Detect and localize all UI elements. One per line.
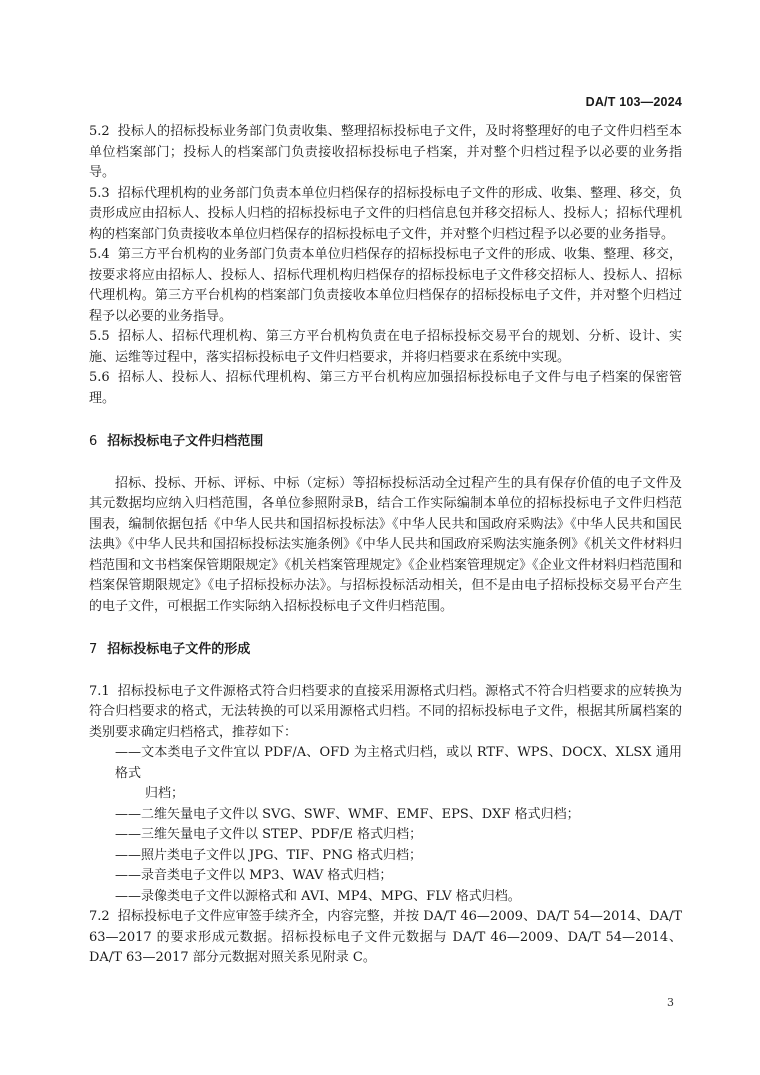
item-text: ——文本类电子文件宜以 PDF/A、OFD 为主格式归档，或以 RTF、WPS、DOCX、XLSX 通用格式 [115,745,682,781]
page-number: 3 [667,996,674,1009]
clause-7-1 [89,682,682,744]
standard-code: DA/T 103—2024 [585,95,682,109]
clause-7-2 [89,907,682,969]
clause-5-3 [89,184,682,246]
format-item-video: ——录像类电子文件以源格式和 AVI、MP4、MPG、FLV 格式归档。 [115,888,521,904]
section-number: 7 [89,642,98,657]
section-6-heading [89,432,682,453]
clause-text: 招标人、投标人、招标代理机构、第三方平台机构应加强招标投标电子文件与电子档案的保密管理。 [89,370,682,406]
clause-text: 招标投标电子文件源格式符合归档要求的直接采用源格式归档。源格式不符合归档要求的应转换为符合归档要求的格式，无法转换的可以采用源格式归档。不同的招标投标电子文件，根据其所属档案的类别要求确定归档格式，推荐如下： [89,683,682,740]
clause-text: 招标人、招标代理机构、第三方平台机构负责在电子招标投标交易平台的规划、分析、设计、实施、运维等过程中，落实招标投标电子文件归档要求，并将归档要求在系统中实现。 [89,329,682,365]
section-title: 招标投标电子文件归档范围 [107,434,264,449]
clause-number: 5.3 [89,185,110,201]
format-item-3d-vector: ——三维矢量电子文件以 STEP、PDF/E 格式归档； [115,827,423,842]
clause-5-4 [89,245,682,327]
clause-number: 5.5 [89,329,110,344]
format-item-text [89,743,682,805]
item-continuation: 归档； [145,786,185,801]
format-item-photo: ——照片类电子文件以 JPG、TIF、PNG 格式归档； [115,847,422,863]
clause-number: 5.4 [89,247,110,262]
clause-number: 7.2 [89,909,110,924]
section-number: 6 [89,434,98,449]
clause-5-6 [89,368,682,409]
clause-number: 5.6 [89,370,110,385]
clause-text: 招标代理机构的业务部门负责本单位归档保存的招标投标电子文件的形成、收集、整理、移交，负责形成应由招标人、投标人归档的招标投标电子文件的归档信息包并移交招标人、投标人；招标代理机构的档案部门负责接收本单位归档保存的招标投标电子文件，并对整个归档过程予以必要的业务指导。 [89,185,682,242]
clause-text: 招标投标电子文件应审签手续齐全，内容完整，并按 DA/T 46—2009、DA/T 54—2014、DA/T 63—2017 的要求形成元数据。招标投标电子文件元数据与 DA/T 46—2009、DA/T 54—2014、DA/T 63—2017 部分元数据对照关系见附录 C。 [89,909,682,965]
clause-text: 第三方平台机构的业务部门负责本单位归档保存的招标投标电子文件的形成、收集、整理、移交，按要求将应由招标人、投标人、招标代理机构归档保存的招标投标电子文件移交招标人、投标人、招标代理机构。第三方平台机构的档案部门负责接收本单位归档保存的招标投标电子文件，并对整个归档过程予以必要的业务指导。 [89,247,682,324]
clause-number: 5.2 [89,124,110,139]
clause-5-5 [89,327,682,368]
format-item-audio: ——录音类电子文件以 MP3、WAV 格式归档； [115,868,393,883]
section-title: 招标投标电子文件的形成 [107,642,251,657]
section-7-heading [89,640,682,661]
section-6-paragraph: 招标、投标、开标、评标、中标（定标）等招标投标活动全过程产生的具有保存价值的电子文件及其元数据均应纳入归档范围，各单位参照附录B，结合工作实际编制本单位的招标投标电子文件归档范围表，编制依据包括《中华人民共和国招标投标法》《中华人民共和国政府采购法》《中华人民共和国民法典》《中华人民共和国招标投标法实施条例》《中华人民共和国政府采购法实施条例》《机关文件材料归档范围和文书档案保管期限规定》《机关档案管理规定》《企业档案管理规定》《企业文件材料归档范围和档案保管期限规定》《电子招标投标办法》。与招标投标活动相关，但不是由电子招标投标交易平台产生的电子文件，可根据工作实际纳入招标投标电子文件归档范围。 [89,475,682,614]
clause-number: 7.1 [89,683,110,699]
format-item-2d-vector: ——二维矢量电子文件以 SVG、SWF、WMF、EMF、EPS、DXF 格式归档； [115,806,580,822]
clause-text: 投标人的招标投标业务部门负责收集、整理招标投标电子文件，及时将整理好的电子文件归档至本单位档案部门；投标人的档案部门负责接收招标投标电子档案，并对整个归档过程予以必要的业务指导。 [89,124,682,180]
document-body [89,122,682,969]
clause-5-2 [89,122,682,184]
